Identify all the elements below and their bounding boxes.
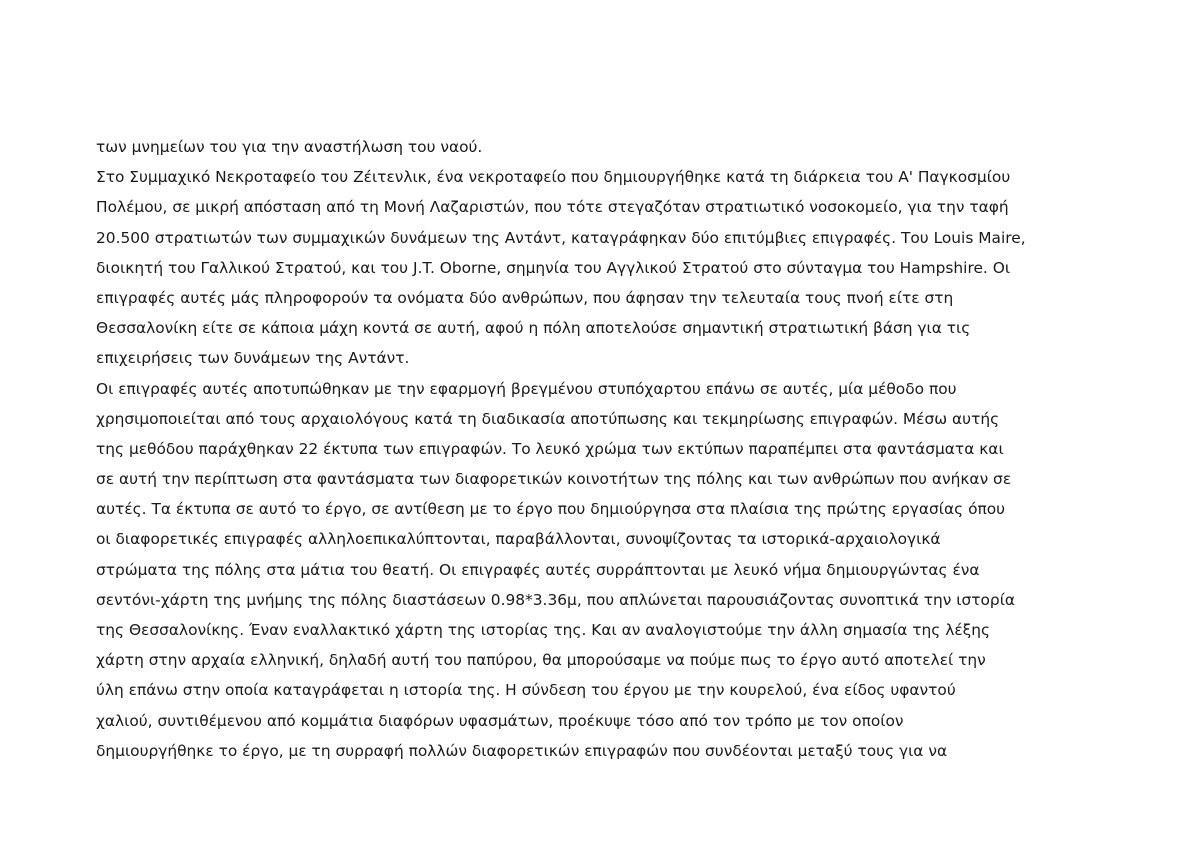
text-line: Οι επιγραφές αυτές αποτυπώθηκαν με την εφαρμογή βρεγμένου στυπόχαρτου επάνω σε αυτές, μία μέθοδο που bbox=[96, 379, 957, 398]
text-line: χάρτη στην αρχαία ελληνική, δηλαδή αυτή του παπύρου, θα μπορούσαμε να πούμε πως το έργο αυτό αποτελεί την bbox=[96, 651, 986, 670]
text-line: σεντόνι-χάρτη της μνήμης της πόλης διαστάσεων 0.98*3.36μ, που απλώνεται παρουσιάζοντας συνοπτικά την ιστορία bbox=[96, 590, 1016, 609]
text-line: διοικητή του Γαλλικού Στρατού, και του J.T. Oborne, σημηνία του Αγγλικού Στρατού στο σύνταγμα του Hampshire. Οι bbox=[96, 258, 1011, 277]
text-line: των μνημείων του για την αναστήλωση του ναού. bbox=[96, 138, 483, 156]
text-line: ύλη επάνω στην οποία καταγράφεται η ιστορία της. Η σύνδεση του έργου με την κουρελού, ένα είδος υφαντού bbox=[96, 681, 956, 700]
text-line: δημιουργήθηκε το έργο, με τη συρραφή πολλών διαφορετικών επιγραφών που συνδέονται μεταξύ τους για να bbox=[96, 741, 948, 760]
text-line: χρησιμοποιείται από τους αρχαιολόγους κατά τη διαδικασία αποτύπωσης και τεκμηρίωσης επιγραφών. Μέσω αυτής bbox=[96, 409, 1000, 428]
text-line: Πολέμου, σε μικρή απόσταση από τη Μονή Λαζαριστών, που τότε στεγαζόταν στρατιωτικό νοσοκομείο, για την ταφή bbox=[96, 198, 1009, 217]
text-line: Στο Συμμαχικό Νεκροταφείο του Ζέιτενλικ, ένα νεκροταφείο που δημιουργήθηκε κατά τη διάρκεια του Α' Παγκοσμίου bbox=[96, 168, 1011, 187]
text-line: της μεθόδου παράχθηκαν 22 έκτυπα των επιγραφών. Το λευκό χρώμα των εκτύπων παραπέμπει στα φαντάσματα και bbox=[96, 439, 1004, 458]
text-line: επιχειρήσεις των δυνάμεων της Αντάντ. bbox=[96, 349, 410, 368]
text-line: της Θεσσαλονίκης. Έναν εναλλακτικό χάρτη της ιστορίας της. Και αν αναλογιστούμε την άλλη σημασία της λέξης bbox=[96, 621, 991, 639]
text-line: σε αυτή την περίπτωση στα φαντάσματα των διαφορετικών κοινοτήτων της πόλης και των ανθρώπων που ανήκαν σε bbox=[96, 470, 1012, 489]
text-line: αυτές. Τα έκτυπα σε αυτό το έργο, σε αντίθεση με το έργο που δημιούργησα στα πλαίσια της πρώτης εργασίας όπου bbox=[96, 500, 1006, 519]
text-line: 20.500 στρατιωτών των συμμαχικών δυνάμεων της Αντάντ, καταγράφηκαν δύο επιτύμβιες επιγραφές. Του Louis Maire, bbox=[96, 228, 1026, 247]
body-text bbox=[96, 132, 1126, 766]
text-line: χαλιού, συντιθέμενου από κομμάτια διαφόρων υφασμάτων, προέκυψε τόσο από τον τρόπο με τον οποίον bbox=[96, 711, 904, 730]
text-line: Θεσσαλονίκη είτε σε κάποια μάχη κοντά σε αυτή, αφού η πόλη αποτελούσε σημαντική στρατιωτική βάση για τις bbox=[96, 319, 971, 338]
text-line: οι διαφορετικές επιγραφές αλληλοεπικαλύπτονται, παραβάλλονται, συνοψίζοντας τα ιστορικά-αρχαιολογικά bbox=[96, 530, 941, 549]
text-line: επιγραφές αυτές μάς πληροφορούν τα ονόματα δύο ανθρώπων, που άφησαν την τελευταία τους πνοή είτε στη bbox=[96, 288, 954, 307]
text-line: στρώματα της πόλης στα μάτια του θεατή. Οι επιγραφές αυτές συρράπτονται με λευκό νήμα δημιουργώντας ένα bbox=[96, 560, 980, 579]
